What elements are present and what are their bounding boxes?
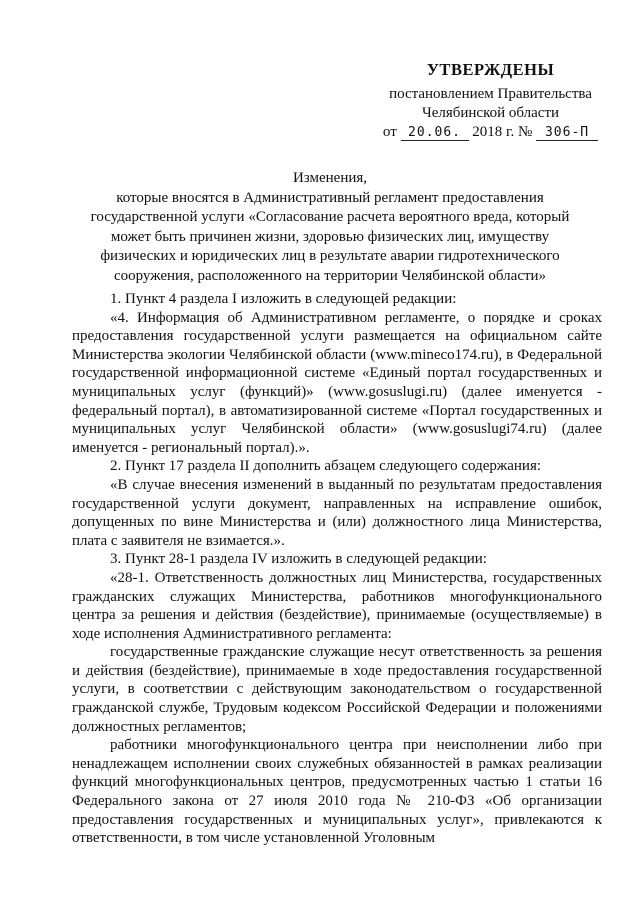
approval-date-line	[368, 123, 613, 142]
approval-title: УТВЕРЖДЕНЫ	[426, 60, 555, 79]
paragraph-3: 2. Пункт 17 раздела II дополнить абзацем следующего содержания:	[110, 458, 542, 475]
document-heading	[60, 169, 600, 286]
paragraph-6: «28-1. Ответственность должностных лиц Министерства, государственных гражданских служащих Министерства, работников многофункционального центра за решения и действия (бездействие), принимаемые (осуществляемые) в ходе исполнения Административного регламента:	[72, 569, 602, 642]
paragraph-1: 1. Пункт 4 раздела I изложить в следующей редакции:	[110, 291, 457, 307]
handwritten-date: 20.06.	[401, 125, 469, 141]
paragraph-7: государственные гражданские служащие несут ответственность за решения и действия (бездействие), принимаемые в ходе предоставления государственной услуги, в соответствии с действующим законодательством о государственной гражданской службе, Трудовым кодексом Российской Федерации и положениями должностных регламентов;	[72, 644, 602, 735]
paragraph-4: «В случае внесения изменений в выданный по результатам предоставления государственной услуги документ, направленных на исправление ошибок, допущенных по вине Министерства и (или) должностного лица Министерства, плата с заявителя не взимается.».	[72, 476, 602, 549]
heading-line-6: сооружения, расположенного на территории Челябинской области»	[113, 267, 547, 284]
date-prefix: от	[382, 124, 397, 140]
document-body	[72, 290, 602, 848]
approval-line-2: Челябинской области	[421, 105, 560, 121]
approval-line-1: постановлением Правительства	[389, 86, 592, 102]
handwritten-number: 306-П	[536, 125, 598, 141]
paragraph-5: 3. Пункт 28-1 раздела IV изложить в следующей редакции:	[110, 551, 487, 568]
paragraph-8: работники многофункционального центра при неисполнении либо при ненадлежащем исполнении своих служебных обязанностей в рамках реализации функций многофункциональных центров, предусмотренных частью 1 статьи 16 Федерального закона от 27 июля 2010 года № 210-ФЗ «Об организации предоставления государственных и муниципальных услуг», привлекаются к ответственности, в том числе установленной Уголовным	[72, 737, 602, 847]
approval-stamp	[368, 60, 613, 142]
heading-line-3: государственной услуги «Согласование расчета вероятного вреда, который	[90, 209, 570, 225]
heading-line-2: которые вносятся в Административный регламент предоставления	[116, 189, 544, 206]
heading-line-1: Изменения,	[292, 170, 368, 186]
heading-line-4: может быть причинен жизни, здоровью физических лиц, имуществу	[110, 228, 550, 245]
year-number-label: 2018 г. №	[472, 124, 533, 140]
paragraph-2: «4. Информация об Административном регламенте, о порядке и сроках предоставления государственной услуги размещается на официальном сайте Министерства экологии Челябинской области (www.mineco174.ru), в Федеральной государственной информационной системе «Единый портал государственных и муниципальных услуг (функций)» (www.gosuslugi.ru) (далее именуется - федеральный портал), в автоматизированной системе «Портал государственных и муниципальных услуг Челябинской области» (www.gosuslugi74.ru) (далее именуется - региональный портал).».	[72, 309, 602, 456]
heading-line-5: физических и юридических лиц в результате аварии гидротехнического	[100, 248, 560, 264]
